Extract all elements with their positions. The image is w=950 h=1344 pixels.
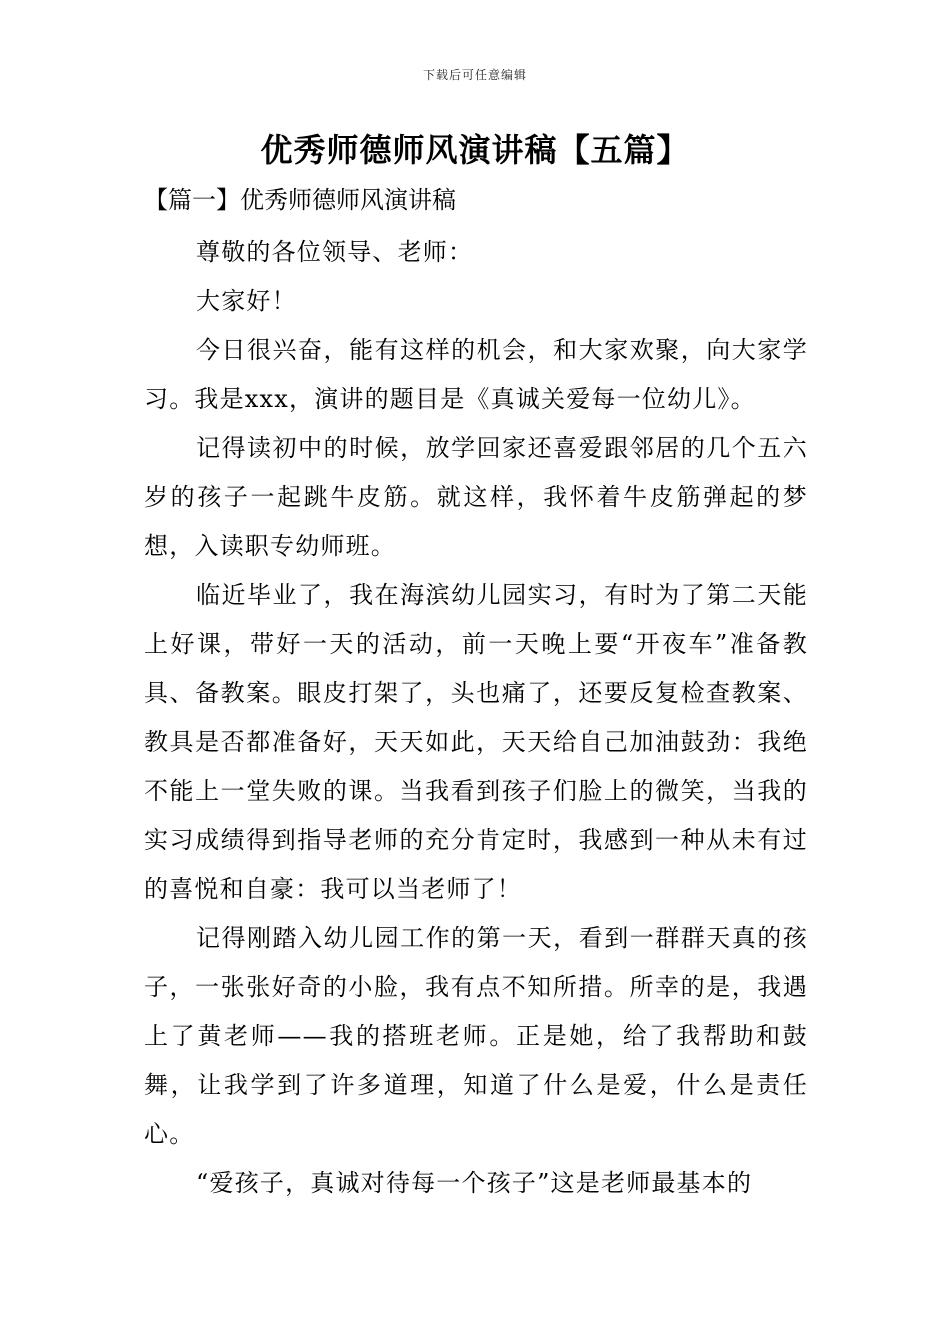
paragraph: 记得读初中的时候，放学回家还喜爱跟邻居的几个五六岁的孩子一起跳牛皮筋。就这样，我怀着牛皮筋弹起的梦想，入读职专幼师班。 <box>144 434 808 560</box>
paragraph: 今日很兴奋，能有这样的机会，和大家欢聚，向大家学习。我是xxx，演讲的题目是《真诚关爱每一位幼儿》。 <box>144 336 808 413</box>
header-note: 下载后可任意编辑 <box>422 68 527 82</box>
paragraph: 临近毕业了，我在海滨幼儿园实习，有时为了第二天能上好课，带好一天的活动，前一天晚上要“开夜车”准备教具、备教案。眼皮打架了，头也痛了，还要反复检查教案、教具是否都准备好，天天如此，天天给自己加油鼓劲：我绝不能上一堂失败的课。当我看到孩子们脸上的微笑，当我的实习成绩得到指导老师的充分肯定时，我感到一种从未有过的喜悦和自豪：我可以当老师了！ <box>144 581 808 903</box>
section-heading: 【篇一】优秀师德师风演讲稿 <box>144 186 456 214</box>
paragraph: “爱孩子，真诚对待每一个孩子”这是老师最基本的 <box>196 1169 753 1197</box>
paragraph-salutation: 尊敬的各位领导、老师： <box>196 238 474 266</box>
body-text <box>144 228 808 1208</box>
paragraph: 记得刚踏入幼儿园工作的第一天，看到一群群天真的孩子，一张张好奇的小脸，我有点不知所措。所幸的是，我遇上了黄老师——我的搭班老师。正是她，给了我帮助和鼓舞，让我学到了许多道理，知道了什么是爱，什么是责任心。 <box>144 924 808 1148</box>
document-title: 优秀师德师风演讲稿【五篇】 <box>260 131 690 169</box>
paragraph-greeting: 大家好！ <box>196 287 297 315</box>
